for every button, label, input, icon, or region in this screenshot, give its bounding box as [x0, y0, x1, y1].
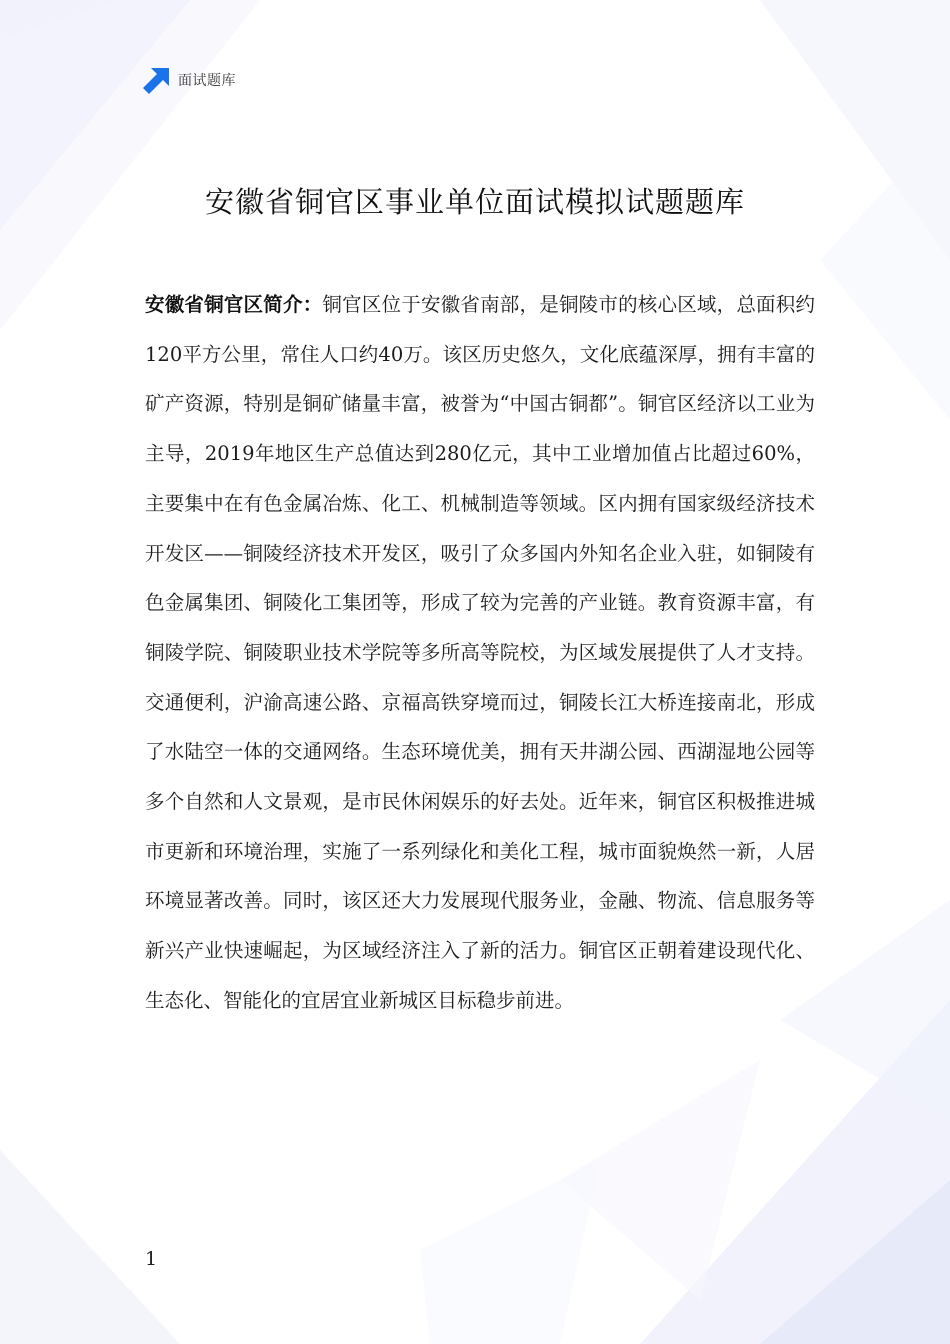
intro-text: 铜官区位于安徽省南部，是铜陵市的核心区域，总面积约120平方公里，常住人口约40万。该区历史悠久，文化底蕴深厚，拥有丰富的矿产资源，特别是铜矿储量丰富，被誉为“中国古铜都”。铜官区经济以工业为主导，2019年地区生产总值达到280亿元，其中工业增加值占比超过60%，主要集中在有色金属冶炼、化工、机械制造等领域。区内拥有国家级经济技术开发区——铜陵经济技术开发区，吸引了众多国内外知名企业入驻，如铜陵有色金属集团、铜陵化工集团等，形成了较为完善的产业链。教育资源丰富，有铜陵学院、铜陵职业技术学院等多所高等院校，为区域发展提供了人才支持。交通便利，沪渝高速公路、京福高铁穿境而过，铜陵长江大桥连接南北，形成了水陆空一体的交通网络。生态环境优美，拥有天井湖公园、西湖湿地公园等多个自然和人文景观，是市民休闲娱乐的好去处。近年来，铜官区积极推进城市更新和环境治理，实施了一系列绿化和美化工程，城市面貌焕然一新，人居环境显著改善。同时，该区还大力发展现代服务业，金融、物流、信息服务等新兴产业快速崛起，为区域经济注入了新的活力。铜官区正朝着建设现代化、生态化、智能化的宜居宜业新城区目标稳步前进。 — [145, 293, 815, 1012]
intro-label: 安徽省铜官区简介： — [145, 293, 323, 316]
page-number: 1 — [145, 1248, 158, 1270]
page-header — [143, 68, 236, 94]
document-title: 安徽省铜官区事业单位面试模拟试题题库 — [204, 185, 745, 219]
intro-paragraph — [145, 280, 815, 1026]
header-label: 面试题库 — [178, 73, 236, 89]
arrow-up-right-icon — [143, 68, 169, 94]
